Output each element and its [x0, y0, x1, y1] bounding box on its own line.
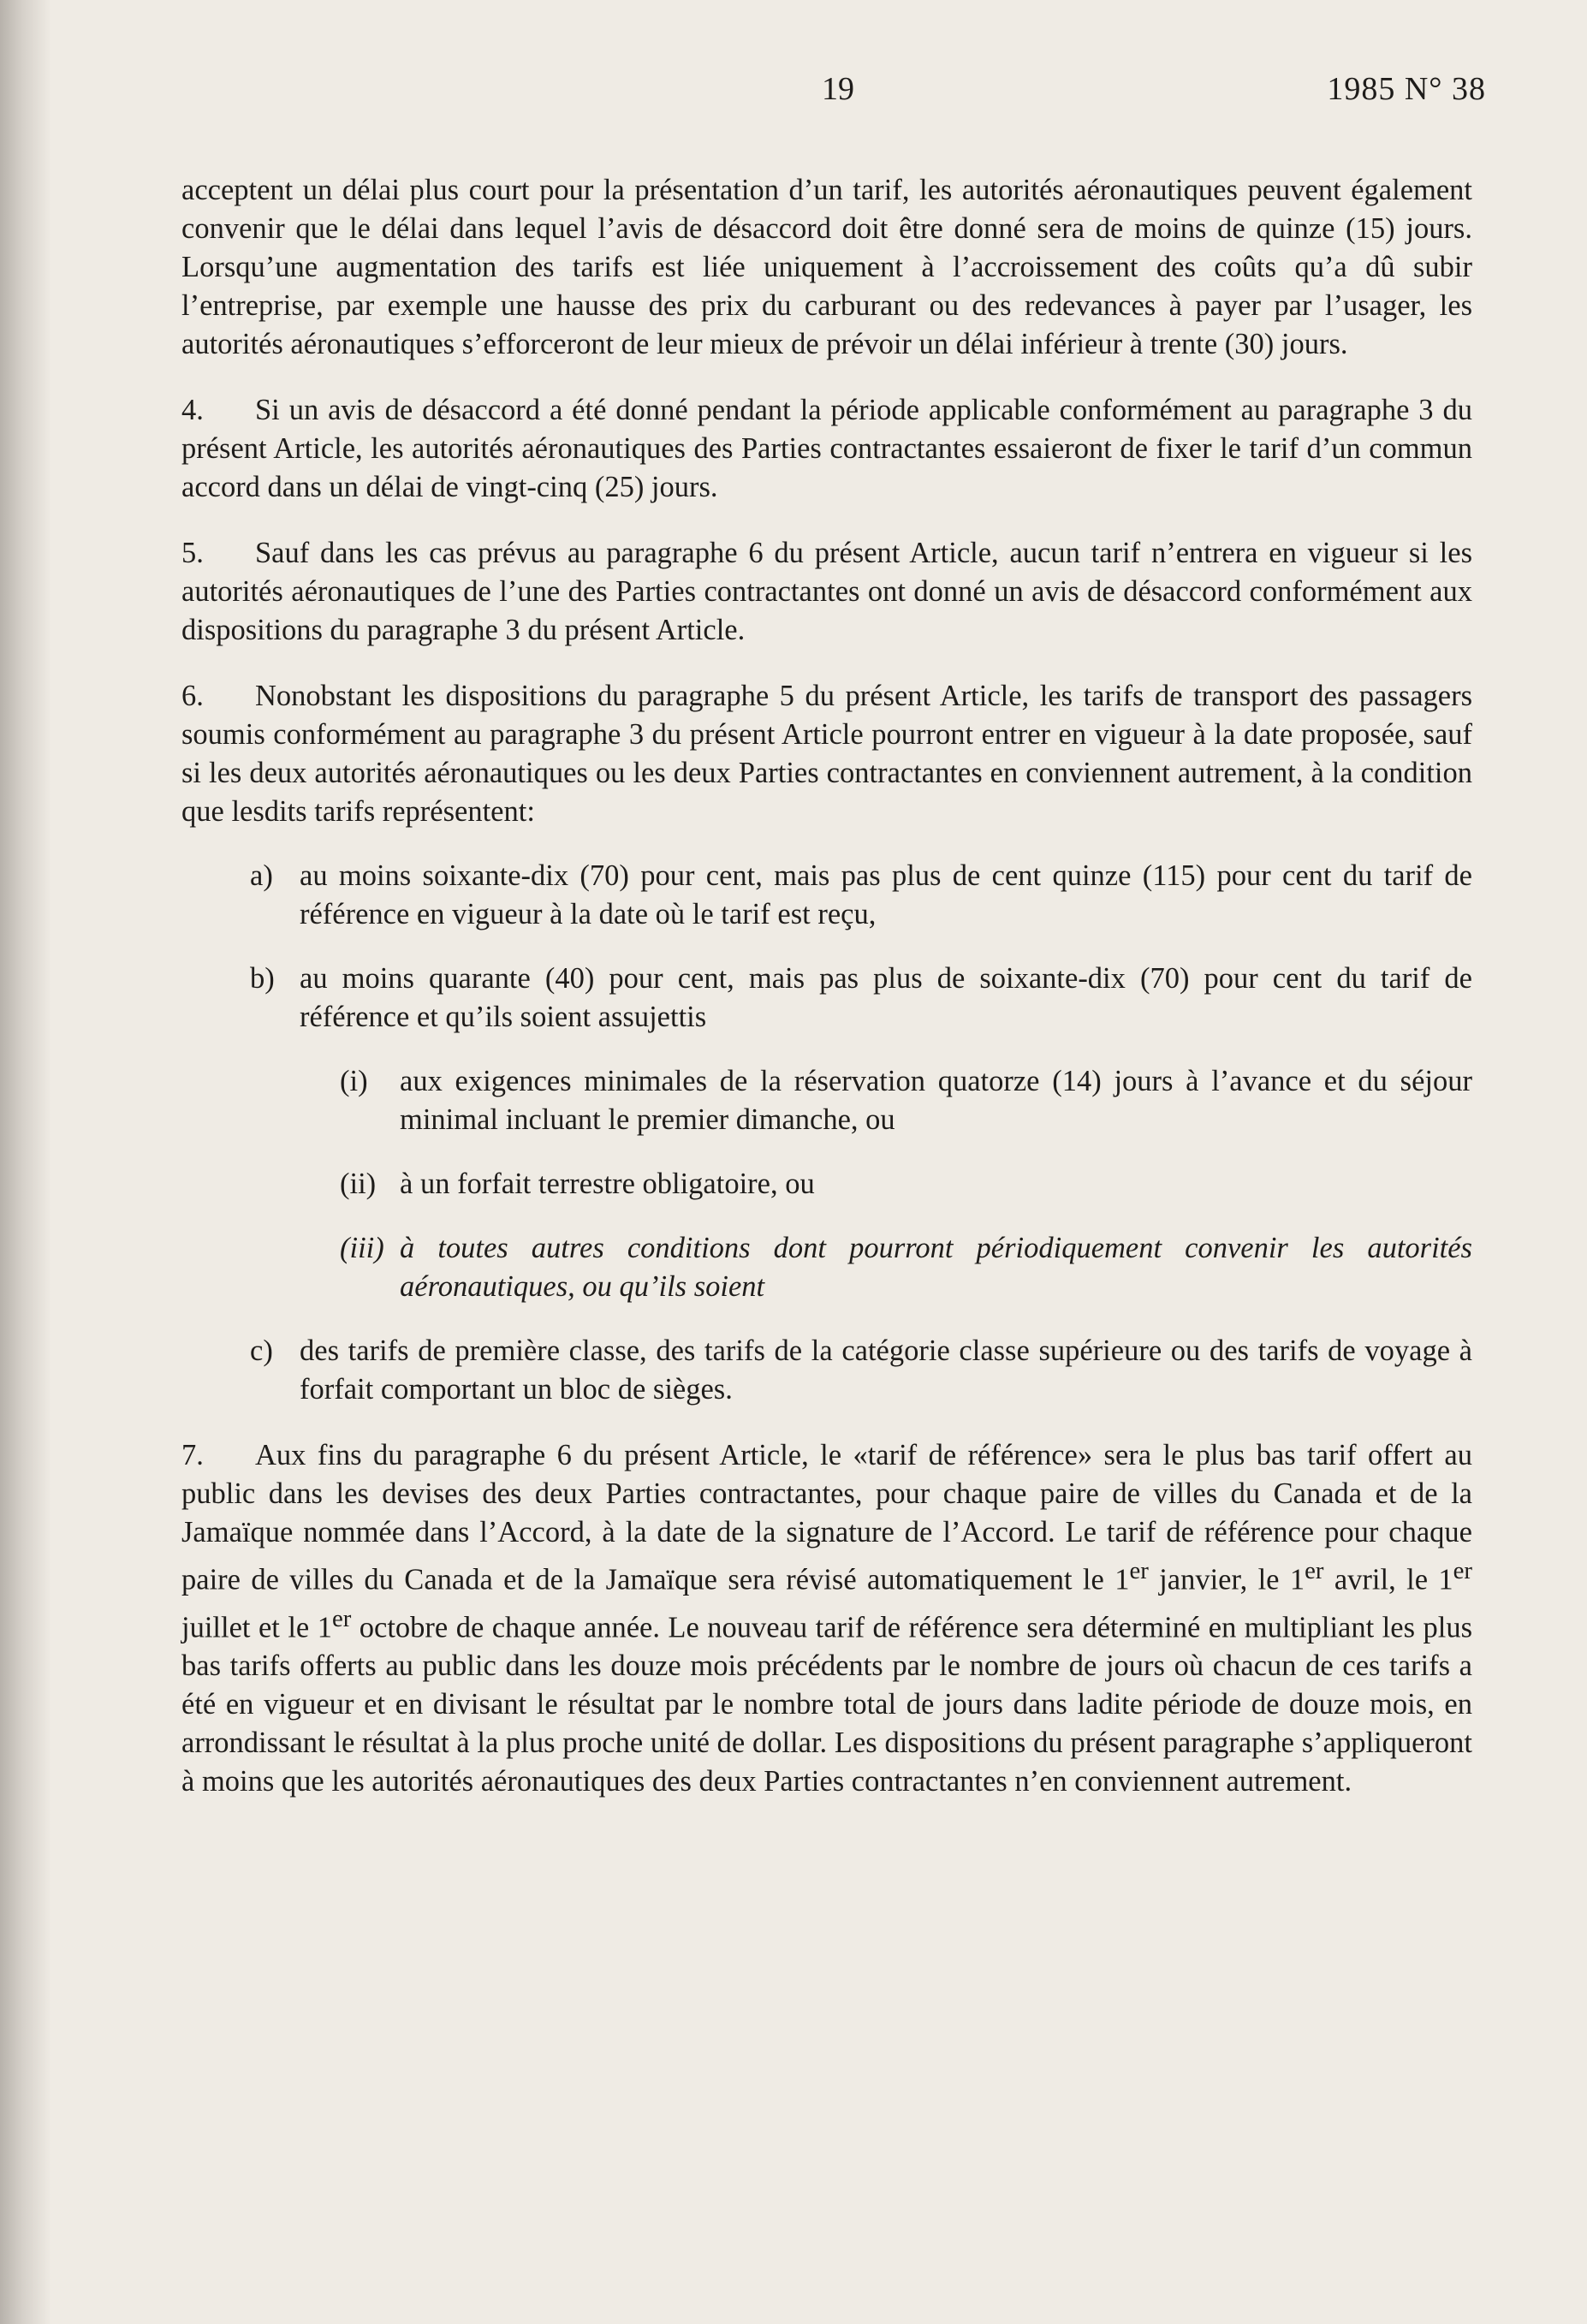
- subparagraph-text: au moins quarante (40) pour cent, mais pas plus de soixante-dix (70) pour cent du tarif de référence et qu’ils soient assujettis: [300, 962, 1472, 1033]
- document-reference: 1985 N° 38: [1327, 71, 1486, 107]
- superscript-er: er: [331, 1604, 352, 1632]
- clause-iii: [181, 1229, 1472, 1306]
- page-binding-shadow: [0, 0, 51, 2324]
- superscript-er: er: [1453, 1557, 1472, 1584]
- paragraph-number: 6.: [181, 680, 204, 712]
- paragraph-7: [181, 1436, 1472, 1801]
- clause-text: à un forfait terrestre obligatoire, ou: [400, 1168, 815, 1200]
- paragraph-text: octobre de chaque année. Le nouveau tarif de référence sera déterminé en multipliant les plus bas tarifs offerts au public dans les douze mois précédents par le nombre de jours où chacun de ces tarifs a été en vigueur et en divisant le résultat par le nombre total de jours dans ladite période de douze mois, en arrondissant le résultat à la plus proche unité de dollar. Les dispositions du présent paragraphe s’appliqueront à moins que les autorités aéronautiques des deux Parties contractantes n’en conviennent autrement.: [181, 1611, 1472, 1798]
- page-header: [0, 70, 1587, 122]
- paragraph-text: janvier, le 1: [1148, 1563, 1305, 1596]
- page-body: [181, 171, 1472, 1801]
- paragraph-intro: acceptent un délai plus court pour la présentation d’un tarif, les autorités aéronautiques peuvent également convenir que le délai dans lequel l’avis de désaccord doit être donné sera de moins de quinze (15) jours. Lorsqu’une augmentation des tarifs est liée uniquement à l’accroissement des coûts qu’a dû subir l’entreprise, par exemple une hausse des prix du carburant ou des redevances à payer par l’usager, les autorités aéronautiques s’efforceront de leur mieux de prévoir un délai inférieur à trente (30) jours.: [181, 174, 1472, 360]
- superscript-er: er: [1305, 1557, 1324, 1584]
- clause-ii: [181, 1165, 1472, 1204]
- paragraph-text: juillet et le 1: [181, 1611, 332, 1643]
- paragraph-4: [181, 391, 1472, 507]
- paragraph-number: 4.: [181, 394, 204, 426]
- paragraph-text: avril, le 1: [1323, 1563, 1453, 1596]
- subparagraph-label: b): [250, 962, 275, 995]
- subparagraph-a: [181, 857, 1472, 934]
- clause-label: (ii): [340, 1168, 377, 1200]
- paragraph-5: [181, 534, 1472, 650]
- paragraph-text: Aux fins du paragraphe 6 du présent Article, le «tarif de référence» sera le plus bas tarif offert au public dans les devises des deux Parties contractantes, pour chaque paire de villes du Canada et de la Jamaïque nommée dans l’Accord, à la date de la signature de l’Accord. Le tarif de référence pour chaque paire de villes du Canada et de la Jamaïque sera révisé automatiquement le 1: [181, 1439, 1472, 1596]
- clause-i: [181, 1062, 1472, 1139]
- clause-label: (i): [340, 1065, 368, 1097]
- subparagraph-c: [181, 1332, 1472, 1409]
- clause-text: à toutes autres conditions dont pourront périodiquement convenir les autorités aéronautiques, ou qu’ils soient: [400, 1232, 1472, 1303]
- paragraph-text: Sauf dans les cas prévus au paragraphe 6 du présent Article, aucun tarif n’entrera en vigueur si les autorités aéronautiques de l’une des Parties contractantes ont donné un avis de désaccord conformément aux dispositions du paragraphe 3 du présent Article.: [181, 537, 1472, 646]
- superscript-er: er: [1129, 1557, 1149, 1584]
- clause-label: (iii): [340, 1232, 384, 1264]
- clause-text: aux exigences minimales de la réservation quatorze (14) jours à l’avance et du séjour minimal incluant le premier dimanche, ou: [400, 1065, 1472, 1136]
- paragraph-text: Si un avis de désaccord a été donné pendant la période applicable conformément au paragraphe 3 du présent Article, les autorités aéronautiques des Parties contractantes essaieront de fixer le tarif d’un commun accord dans un délai de vingt-cinq (25) jours.: [181, 394, 1472, 503]
- paragraph-number: 5.: [181, 537, 204, 569]
- page-number: 19: [822, 71, 854, 107]
- paragraph-number: 7.: [181, 1439, 204, 1471]
- subparagraph-text: des tarifs de première classe, des tarifs de la catégorie classe supérieure ou des tarifs de voyage à forfait comportant un bloc de sièges.: [300, 1334, 1472, 1406]
- subparagraph-b: [181, 960, 1472, 1037]
- subparagraph-label: a): [250, 859, 273, 892]
- subparagraph-label: c): [250, 1334, 273, 1367]
- paragraph-6: [181, 677, 1472, 831]
- paragraph-text: Nonobstant les dispositions du paragraphe 5 du présent Article, les tarifs de transport des passagers soumis conformément au paragraphe 3 du présent Article pourront entrer en vigueur à la date proposée, sauf si les deux autorités aéronautiques ou les deux Parties contractantes en conviennent autrement, à la condition que lesdits tarifs représentent:: [181, 680, 1472, 828]
- subparagraph-text: au moins soixante-dix (70) pour cent, mais pas plus de cent quinze (115) pour cent du tarif de référence en vigueur à la date où le tarif est reçu,: [300, 859, 1472, 930]
